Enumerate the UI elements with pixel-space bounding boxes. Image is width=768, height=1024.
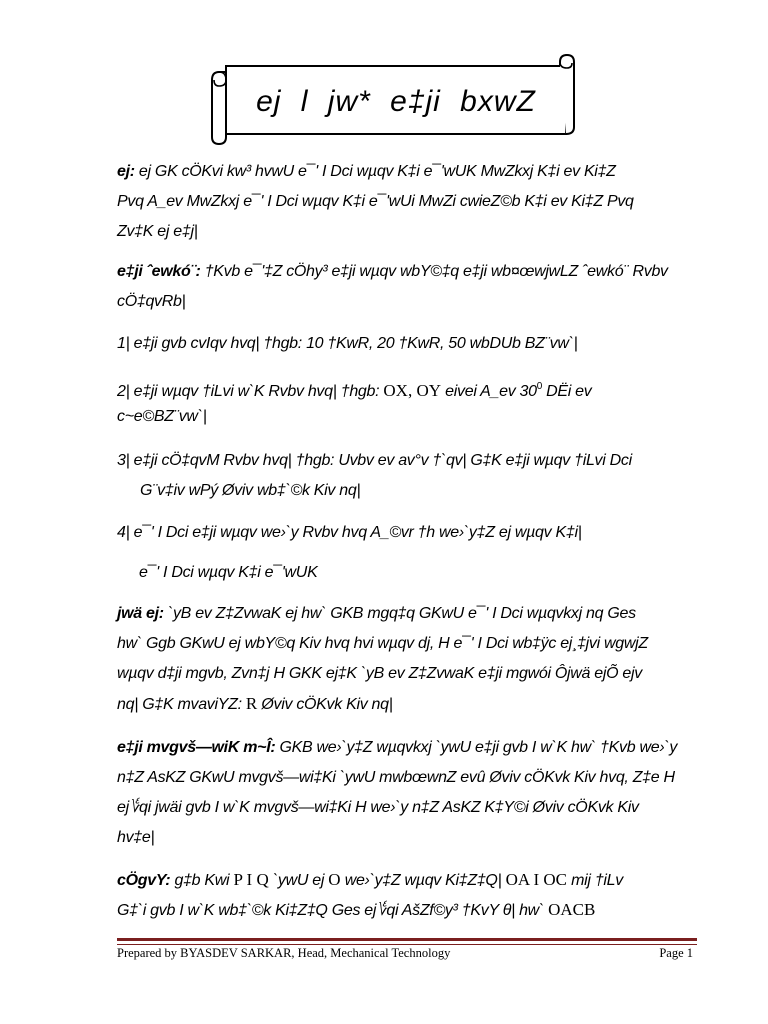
symbol-run: P I Q <box>233 870 269 889</box>
text-line <box>117 329 702 359</box>
text-run: hw` Ggb GKwU ej wbY©q Kiv hvq hvi wµqv dj, H e¯' I Dci wb‡ÿc ej¸‡jvi wgwjZ <box>117 635 648 652</box>
text-line <box>117 865 702 895</box>
text-line <box>117 402 702 432</box>
text-run: e¯' I Dci wµqv K‡i e¯'wUK <box>139 564 318 581</box>
text-run: 2| e‡ji wµqv †iLvi w`K Rvbv hvq| †hgb: <box>117 383 384 400</box>
symbol-run: OA I OC <box>505 870 567 889</box>
paragraph-item-1 <box>117 329 702 359</box>
text-run: Øviv cÖKvk Kiv nq| <box>257 696 393 713</box>
paragraph-item-3 <box>117 446 702 506</box>
text-line <box>117 476 702 506</box>
text-run: ej GK cÖKvi kw³ hvwU e¯' I Dci wµqv K‡i e¯'wUK MwZkxj K‡i ev Ki‡Z <box>134 163 616 180</box>
paragraph-parallelogram-law <box>117 733 702 853</box>
text-line <box>117 733 702 763</box>
text-run: `yB ev Z‡ZvwaK ej hw` GKB mgq‡q GKwU e¯' I Dci wµqvkxj nq Ges <box>163 605 636 622</box>
text-run: 4| e¯' I Dci e‡ji wµqv we›`y Rvbv hvq A_©vr †h we›`y‡Z ej wµqv K‡i| <box>117 524 582 541</box>
text-line <box>117 895 702 925</box>
text-line <box>117 257 702 287</box>
text-run: DËi ev <box>542 383 592 400</box>
text-line <box>117 793 702 823</box>
text-run: c~e©BZ¨vw`| <box>117 408 207 425</box>
symbol-run: O <box>328 870 341 889</box>
text-line <box>117 287 702 317</box>
superscript: 0 <box>536 381 542 392</box>
footer-divider-thin <box>117 944 697 945</box>
text-line <box>117 599 702 629</box>
bold-heading: jwä ej: <box>117 605 164 622</box>
text-line <box>117 157 702 187</box>
paragraph-item-4-continued <box>139 558 724 588</box>
text-run: nq| G‡K mvaviYZ: <box>117 696 246 713</box>
text-run: G¨v‡iv wPý Øviv wb‡`©k Kiv nq| <box>140 482 361 499</box>
symbol-run: OACB <box>548 900 596 919</box>
text-line <box>139 558 724 588</box>
text-line <box>117 629 702 659</box>
bold-heading: e‡ji ˆewkó¨: <box>117 263 201 280</box>
paragraph-proof <box>117 865 702 925</box>
text-line <box>117 763 702 793</box>
text-run: G‡`i gvb I w`K wb‡`©k Ki‡Z‡Q Ges ej؇qi AšZf©y³ †KvY θ| hw` <box>117 902 549 919</box>
bold-heading: e‡ji mvgvš—wiK m~Î: <box>117 739 276 756</box>
text-run: mij †iLv <box>567 872 623 889</box>
page-number: Page 1 <box>659 946 693 960</box>
text-run: n‡Z AsKZ GKwU mvgvš—wi‡Ki `ywU mwbœwnZ evû Øviv cÖKvk Kiv hvq, Z‡e H <box>117 769 675 786</box>
text-run: Pvq A_ev MwZkxj e¯' I Dci wµqv K‡i e¯'wUi MwZi cwieZ©b K‡i ev Ki‡Z Pvq <box>117 193 634 210</box>
text-run: GKB we›`y‡Z wµqvkxj `ywU e‡ji gvb I w`K hw` †Kvb we›`y <box>275 739 678 756</box>
text-run: we›`y‡Z wµqv Ki‡Z‡Q| <box>340 872 506 889</box>
paragraph-item-2 <box>117 372 702 432</box>
text-line <box>117 689 702 719</box>
footer-divider <box>117 938 697 941</box>
text-run: `ywU ej <box>268 872 329 889</box>
paragraph-resultant <box>117 599 702 719</box>
text-line <box>117 372 702 402</box>
bold-heading: cÖgvY: <box>117 872 171 889</box>
text-run: 1| e‡ji gvb cvIqv hvq| †hgb: 10 †KwR, 20 †KwR, 50 wbDUb BZ¨vw`| <box>117 335 578 352</box>
text-run: ej؇qi jwäi gvb I w`K mvgvš—wi‡Ki H we›`y n‡Z AsKZ K‡Y©i Øviv cÖKvk Kiv <box>117 799 639 816</box>
text-run: eivei A_ev 30 <box>441 383 537 400</box>
text-line <box>117 518 702 548</box>
text-run: hv‡e| <box>117 829 155 846</box>
bold-heading: ej: <box>117 163 135 180</box>
text-line <box>117 446 702 476</box>
text-run: wµqv d‡ji mgvb, Zvn‡j H GKK ej‡K `yB ev Z‡ZvwaK e‡ji mgwói Ôjwä ejÕ ejv <box>117 665 642 682</box>
text-line <box>117 823 702 853</box>
text-run: Zv‡K ej e‡j| <box>117 223 198 240</box>
text-run: cÖ‡qvRb| <box>117 293 186 310</box>
paragraph-characteristics <box>117 257 702 317</box>
symbol-run: R <box>245 694 258 713</box>
text-line <box>117 217 702 247</box>
footer-credit: Prepared by BYASDEV SARKAR, Head, Mechanical Technology <box>117 946 451 960</box>
text-run: †Kvb e¯'‡Z cÖhy³ e‡ji wµqv wbY©‡q e‡ji wb¤œwjwLZ ˆewkó¨ Rvbv <box>200 263 668 280</box>
paragraph-item-4 <box>117 518 702 548</box>
text-line <box>117 187 702 217</box>
page-title: ej l jw* e‡ji bxwZ <box>256 85 536 118</box>
paragraph-definition <box>117 157 702 247</box>
symbol-run: OX, OY <box>383 381 442 400</box>
text-run: 3| e‡ji cÖ‡qvM Rvbv hvq| †hgb: Uvbv ev av°v †`qv| G‡K e‡ji wµqv †iLvi Dci <box>117 452 632 469</box>
text-run: g‡b Kwi <box>170 872 234 889</box>
text-line <box>117 659 702 689</box>
